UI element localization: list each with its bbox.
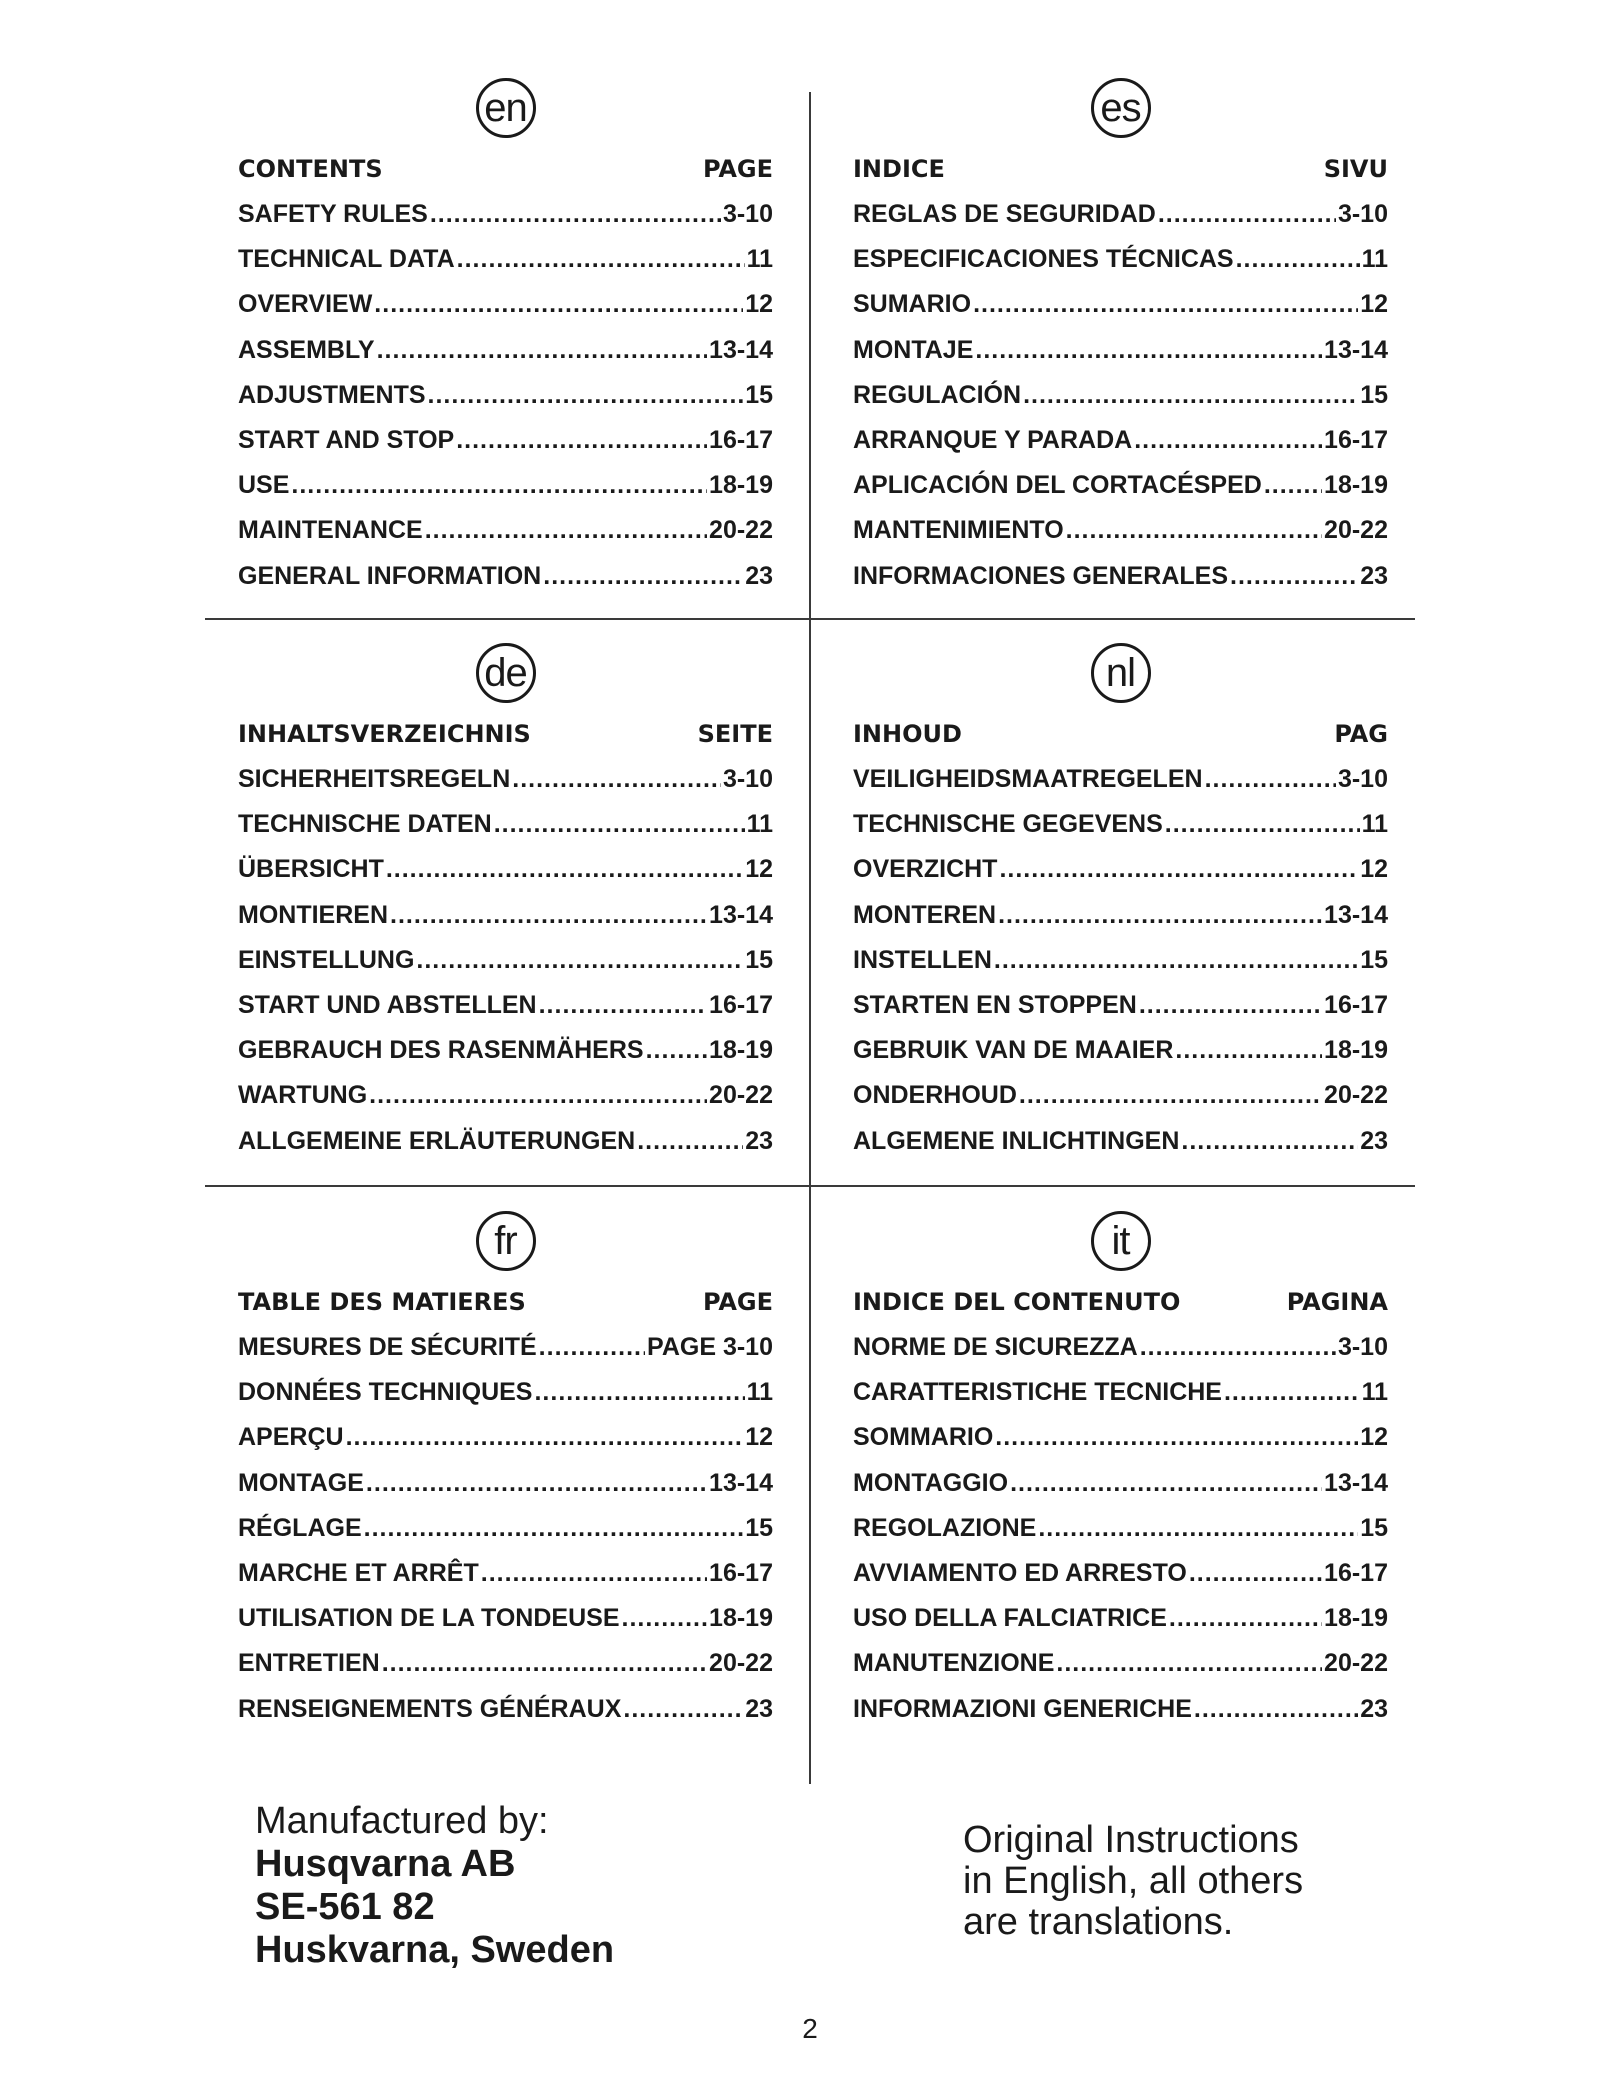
toc-entry-title: AVVIAMENTO ED ARRESTO <box>853 1558 1187 1587</box>
dot-leader <box>512 757 721 802</box>
toc-entry-page: 13-14 <box>709 335 773 364</box>
dot-leader <box>1066 508 1322 553</box>
dot-leader <box>975 328 1322 373</box>
toc-entry <box>238 418 773 463</box>
page-column-label: PAGINA <box>1286 1288 1388 1316</box>
toc-entry-title: INFORMACIONES GENERALES <box>853 561 1229 590</box>
toc-entry-page: 20-22 <box>709 516 773 545</box>
toc-entry-page: 16-17 <box>709 990 773 1019</box>
toc-entry-title: MANUTENZIONE <box>853 1649 1055 1678</box>
toc-entry-page: 12 <box>1360 290 1388 319</box>
dot-leader <box>1230 554 1358 599</box>
dot-leader <box>457 237 745 282</box>
dot-leader <box>1264 463 1322 508</box>
toc-entry <box>238 1119 773 1164</box>
toc-entry <box>238 192 773 237</box>
page-column-label: PAGE <box>702 155 773 183</box>
dot-leader <box>425 508 707 553</box>
toc-entry-page: 18-19 <box>1324 1604 1388 1633</box>
toc-entry-title: ADJUSTMENTS <box>238 380 426 409</box>
toc-entry-page: 15 <box>745 945 773 974</box>
dot-leader <box>1019 1073 1322 1118</box>
section-header <box>238 150 773 188</box>
toc-entry <box>238 983 773 1028</box>
manufacturer-block <box>255 1800 614 1972</box>
toc-entry-title: MONTAJE <box>853 335 974 364</box>
toc-entry-page: 13-14 <box>709 900 773 929</box>
dot-leader <box>534 1370 744 1415</box>
language-badge: en <box>476 78 536 138</box>
toc-entry-title: GEBRUIK VAN DE MAAIER <box>853 1036 1174 1065</box>
toc-entry-title: ALGEMENE INLICHTINGEN <box>853 1126 1180 1155</box>
toc-entry-page: 20-22 <box>1324 1081 1388 1110</box>
dot-leader <box>646 1028 707 1073</box>
toc-entry-page: 15 <box>745 380 773 409</box>
toc-entry-page: 12 <box>1360 1423 1388 1452</box>
toc-entry-title: INSTELLEN <box>853 945 992 974</box>
section-title: INHOUD <box>853 720 962 748</box>
row-divider <box>205 618 1415 620</box>
toc-entry <box>853 983 1388 1028</box>
toc-entry-title: EINSTELLUNG <box>238 945 415 974</box>
toc-entry-title: APLICACIÓN DEL CORTACÉSPED <box>853 471 1262 500</box>
dot-leader <box>377 328 707 373</box>
toc-entry-page: 18-19 <box>709 1036 773 1065</box>
dot-leader <box>1023 373 1358 418</box>
section-header <box>853 1283 1388 1321</box>
toc-entry-page: 13-14 <box>709 1468 773 1497</box>
toc-entry <box>853 373 1388 418</box>
toc-entry <box>238 554 773 599</box>
translation-note-line: in English, all others <box>963 1860 1304 1902</box>
toc-entry-title: SAFETY RULES <box>238 200 428 228</box>
toc-entry-page: PAGE 3-10 <box>647 1333 773 1361</box>
toc-entry <box>853 463 1388 508</box>
toc-entry-title: MONTAGGIO <box>853 1468 1009 1497</box>
toc-entry-page: 12 <box>1360 855 1388 884</box>
toc-entry-page: 18-19 <box>709 471 773 500</box>
toc-entry-page: 15 <box>1360 945 1388 974</box>
toc-entry-title: SICHERHEITSREGELN <box>238 765 511 793</box>
dot-leader <box>1139 983 1322 1028</box>
toc-entry <box>853 893 1388 938</box>
dot-leader <box>364 1506 744 1551</box>
toc-entry <box>238 1370 773 1415</box>
toc-entry <box>853 1028 1388 1073</box>
toc-section-fr <box>238 1211 773 1732</box>
translation-note-line: are translations. <box>963 1901 1234 1943</box>
toc-entry-title: UTILISATION DE LA TONDEUSE <box>238 1604 620 1633</box>
translation-note <box>963 1820 1303 1943</box>
dot-leader <box>1189 1551 1322 1596</box>
toc-entry <box>853 1687 1388 1732</box>
dot-leader <box>623 1687 743 1732</box>
section-header <box>853 150 1388 188</box>
dot-leader <box>1169 1596 1322 1641</box>
toc-entry <box>853 1506 1388 1551</box>
toc-entry-page: 23 <box>745 1126 773 1155</box>
dot-leader <box>346 1415 744 1460</box>
toc-entry-title: ENTRETIEN <box>238 1649 380 1678</box>
page-column-label: SEITE <box>697 720 773 748</box>
toc-entry <box>853 1551 1388 1596</box>
toc-entry-page: 11 <box>746 1378 773 1407</box>
toc-entry <box>238 1028 773 1073</box>
dot-leader <box>390 893 707 938</box>
toc-entry-page: 3-10 <box>722 200 773 228</box>
toc-entry <box>238 508 773 553</box>
toc-list <box>238 757 773 1164</box>
toc-entry <box>853 1415 1388 1460</box>
toc-entry <box>853 328 1388 373</box>
toc-entry-page: 3-10 <box>1337 200 1388 228</box>
dot-leader <box>1224 1370 1360 1415</box>
dot-leader <box>1181 1119 1358 1164</box>
dot-leader <box>1056 1641 1322 1686</box>
dot-leader <box>382 1641 707 1686</box>
toc-entry-page: 15 <box>1360 1513 1388 1542</box>
toc-entry-page: 23 <box>1360 561 1388 590</box>
language-badge: nl <box>1091 643 1151 703</box>
dot-leader <box>374 282 743 327</box>
toc-entry-page: 16-17 <box>1324 1558 1388 1587</box>
toc-entry <box>853 418 1388 463</box>
section-title: CONTENTS <box>238 155 383 183</box>
toc-entry-page: 18-19 <box>709 1604 773 1633</box>
toc-entry-title: TECHNISCHE GEGEVENS <box>853 810 1163 839</box>
dot-leader <box>291 463 707 508</box>
dot-leader <box>1175 1028 1322 1073</box>
toc-list <box>853 1325 1388 1732</box>
toc-entry-title: MARCHE ET ARRÊT <box>238 1558 479 1587</box>
toc-entry <box>853 1461 1388 1506</box>
manufacturer-city: Huskvarna, Sweden <box>255 1929 615 1971</box>
toc-entry-title: REGLAS DE SEGURIDAD <box>853 200 1156 228</box>
toc-entry-title: TECHNISCHE DATEN <box>238 810 492 839</box>
toc-entry-page: 3-10 <box>722 765 773 793</box>
toc-entry <box>238 802 773 847</box>
toc-entry-title: MONTIEREN <box>238 900 388 929</box>
toc-entry <box>853 282 1388 327</box>
language-badge: es <box>1091 78 1151 138</box>
dot-leader <box>366 1461 707 1506</box>
translation-note-line: Original Instructions <box>963 1819 1299 1861</box>
toc-entry-page: 11 <box>1361 810 1388 839</box>
toc-entry-title: DONNÉES TECHNIQUES <box>238 1378 533 1407</box>
toc-entry <box>853 1596 1388 1641</box>
toc-entry-page: 20-22 <box>709 1081 773 1110</box>
section-title: INDICE DEL CONTENUTO <box>853 1288 1181 1316</box>
toc-entry-title: ASSEMBLY <box>238 335 375 364</box>
toc-entry-title: STARTEN EN STOPPEN <box>853 990 1137 1019</box>
toc-list <box>238 192 773 599</box>
dot-leader <box>539 1325 645 1370</box>
column-divider <box>809 92 811 1784</box>
toc-section-en <box>238 78 773 599</box>
page-column-label: SIVU <box>1323 155 1388 183</box>
toc-entry <box>238 237 773 282</box>
toc-entry-page: 11 <box>746 245 773 274</box>
dot-leader <box>481 1551 707 1596</box>
toc-entry-page: 23 <box>745 561 773 590</box>
toc-entry <box>238 757 773 802</box>
toc-entry-title: ÜBERSICHT <box>238 855 384 884</box>
toc-entry-title: USO DELLA FALCIATRICE <box>853 1604 1167 1633</box>
dot-leader <box>456 418 707 463</box>
dot-leader <box>973 282 1358 327</box>
toc-entry-title: REGULACIÓN <box>853 380 1022 409</box>
toc-entry-title: RENSEIGNEMENTS GÉNÉRAUX <box>238 1694 622 1723</box>
toc-section-es <box>853 78 1388 599</box>
toc-section-it <box>853 1211 1388 1732</box>
toc-entry-page: 23 <box>1360 1126 1388 1155</box>
toc-entry-page: 23 <box>745 1694 773 1723</box>
toc-entry-title: WARTUNG <box>238 1081 368 1110</box>
section-title: INDICE <box>853 155 945 183</box>
toc-entry-page: 16-17 <box>1324 425 1388 454</box>
manufacturer-postcode: SE-561 82 <box>255 1886 435 1928</box>
toc-entry <box>853 237 1388 282</box>
toc-entry-title: NORME DE SICUREZZA <box>853 1333 1138 1361</box>
toc-entry-title: USE <box>238 471 290 500</box>
row-divider <box>205 1185 1415 1187</box>
toc-entry-title: ESPECIFICACIONES TÉCNICAS <box>853 245 1234 274</box>
toc-entry-title: INFORMAZIONI GENERICHE <box>853 1694 1192 1723</box>
toc-entry <box>238 282 773 327</box>
toc-entry <box>238 1687 773 1732</box>
dot-leader <box>995 1415 1358 1460</box>
toc-section-de <box>238 643 773 1164</box>
toc-entry-page: 18-19 <box>1324 1036 1388 1065</box>
toc-entry-page: 16-17 <box>1324 990 1388 1019</box>
toc-entry-title: GENERAL INFORMATION <box>238 561 542 590</box>
toc-entry <box>853 1325 1388 1370</box>
toc-entry <box>238 1641 773 1686</box>
toc-entry-title: START UND ABSTELLEN <box>238 990 537 1019</box>
toc-entry-title: CARATTERISTICHE TECNICHE <box>853 1378 1222 1407</box>
manufacturer-name: Husqvarna AB <box>255 1843 516 1885</box>
dot-leader <box>1158 192 1336 237</box>
dot-leader <box>1134 418 1322 463</box>
toc-entry <box>853 192 1388 237</box>
toc-entry-title: ARRANQUE Y PARADA <box>853 425 1133 454</box>
toc-entry-title: MONTAGE <box>238 1468 364 1497</box>
toc-entry-page: 18-19 <box>1324 471 1388 500</box>
toc-entry-title: ALLGEMEINE ERLÄUTERUNGEN <box>238 1126 636 1155</box>
toc-list <box>238 1325 773 1732</box>
dot-leader <box>494 802 745 847</box>
toc-entry <box>853 938 1388 983</box>
section-header <box>853 715 1388 753</box>
toc-entry-title: OVERZICHT <box>853 855 998 884</box>
toc-entry-page: 12 <box>745 290 773 319</box>
toc-entry <box>238 1551 773 1596</box>
dot-leader <box>1165 802 1360 847</box>
section-title: TABLE DES MATIERES <box>238 1288 526 1316</box>
dot-leader <box>998 893 1322 938</box>
toc-entry-title: OVERVIEW <box>238 290 373 319</box>
dot-leader <box>539 983 707 1028</box>
dot-leader <box>1194 1687 1358 1732</box>
toc-list <box>853 192 1388 599</box>
toc-entry <box>238 1461 773 1506</box>
toc-list <box>853 757 1388 1164</box>
dot-leader <box>430 192 721 237</box>
toc-entry <box>238 463 773 508</box>
toc-entry <box>853 847 1388 892</box>
toc-entry-title: MANTENIMIENTO <box>853 516 1064 545</box>
toc-entry-page: 13-14 <box>1324 335 1388 364</box>
toc-entry-title: SUMARIO <box>853 290 972 319</box>
toc-entry <box>853 757 1388 802</box>
toc-entry-title: ONDERHOUD <box>853 1081 1017 1110</box>
toc-entry <box>853 554 1388 599</box>
toc-entry <box>238 373 773 418</box>
section-header <box>238 1283 773 1321</box>
dot-leader <box>999 847 1358 892</box>
toc-entry <box>238 893 773 938</box>
toc-entry-page: 12 <box>745 1423 773 1452</box>
toc-entry <box>238 1506 773 1551</box>
dot-leader <box>1236 237 1360 282</box>
toc-entry <box>853 1119 1388 1164</box>
toc-entry <box>853 802 1388 847</box>
toc-entry-title: MAINTENANCE <box>238 516 423 545</box>
dot-leader <box>416 938 743 983</box>
toc-entry <box>238 1325 773 1370</box>
manufacturer-label: Manufactured by: <box>255 1800 549 1842</box>
dot-leader <box>369 1073 707 1118</box>
page-number: 2 <box>802 2013 818 2044</box>
toc-entry-page: 15 <box>1360 380 1388 409</box>
toc-entry-page: 11 <box>1361 1378 1388 1407</box>
dot-leader <box>1140 1325 1336 1370</box>
dot-leader <box>543 554 743 599</box>
toc-entry-page: 16-17 <box>709 1558 773 1587</box>
dot-leader <box>994 938 1358 983</box>
toc-entry-title: GEBRAUCH DES RASENMÄHERS <box>238 1036 644 1065</box>
toc-entry <box>853 1641 1388 1686</box>
toc-entry-title: MESURES DE SÉCURITÉ <box>238 1333 537 1361</box>
toc-entry <box>238 1596 773 1641</box>
dot-leader <box>1010 1461 1322 1506</box>
toc-entry-page: 20-22 <box>1324 1649 1388 1678</box>
toc-entry <box>853 508 1388 553</box>
toc-entry-title: VEILIGHEIDSMAATREGELEN <box>853 765 1203 793</box>
toc-entry <box>238 938 773 983</box>
dot-leader <box>622 1596 708 1641</box>
toc-entry-title: APERÇU <box>238 1423 344 1452</box>
toc-entry-page: 16-17 <box>709 425 773 454</box>
section-title: INHALTSVERZEICHNIS <box>238 720 531 748</box>
page-column-label: PAG <box>1334 720 1388 748</box>
toc-entry-title: RÉGLAGE <box>238 1513 362 1542</box>
dot-leader <box>428 373 744 418</box>
dot-leader <box>637 1119 743 1164</box>
language-badge: fr <box>476 1211 536 1271</box>
section-header <box>238 715 773 753</box>
toc-entry <box>238 1073 773 1118</box>
toc-entry-page: 20-22 <box>1324 516 1388 545</box>
toc-entry-title: MONTEREN <box>853 900 997 929</box>
toc-entry-page: 3-10 <box>1337 765 1388 793</box>
dot-leader <box>1205 757 1336 802</box>
toc-entry <box>238 328 773 373</box>
toc-entry-title: TECHNICAL DATA <box>238 245 455 274</box>
toc-entry-page: 13-14 <box>1324 1468 1388 1497</box>
toc-entry <box>238 1415 773 1460</box>
toc-entry <box>853 1370 1388 1415</box>
toc-entry-page: 15 <box>745 1513 773 1542</box>
language-badge: de <box>476 643 536 703</box>
toc-entry-page: 23 <box>1360 1694 1388 1723</box>
toc-entry-page: 11 <box>746 810 773 839</box>
toc-entry-title: SOMMARIO <box>853 1423 994 1452</box>
page-column-label: PAGE <box>702 1288 773 1316</box>
language-badge: it <box>1091 1211 1151 1271</box>
dot-leader <box>386 847 743 892</box>
dot-leader <box>1038 1506 1358 1551</box>
toc-entry-page: 3-10 <box>1337 1333 1388 1361</box>
toc-entry <box>853 1073 1388 1118</box>
toc-entry-page: 20-22 <box>709 1649 773 1678</box>
toc-entry-page: 11 <box>1361 245 1388 274</box>
toc-entry <box>238 847 773 892</box>
toc-section-nl <box>853 643 1388 1164</box>
toc-entry-title: START AND STOP <box>238 425 455 454</box>
toc-entry-title: REGOLAZIONE <box>853 1513 1037 1542</box>
toc-entry-page: 12 <box>745 855 773 884</box>
toc-entry-page: 13-14 <box>1324 900 1388 929</box>
